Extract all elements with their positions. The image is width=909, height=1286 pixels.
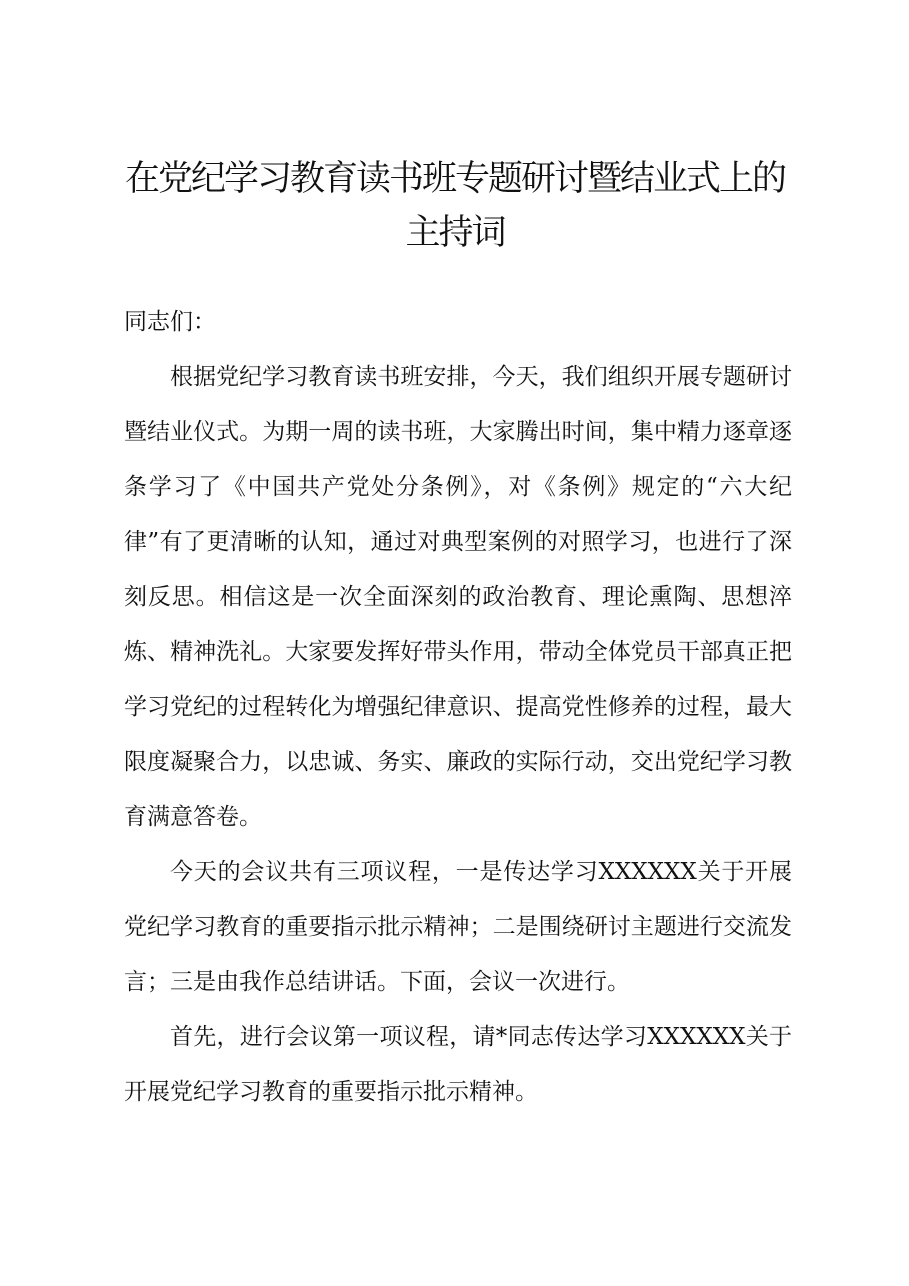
- paragraph-agenda: 今天的会议共有三项议程，一是传达学习XXXXXX关于开展党纪学习教育的重要指示批示精神；二是围绕研讨主题进行交流发言；三是由我作总结讲话。下面，会议一次进行。: [124, 859, 792, 995]
- document-title-line-1: 在党纪学习教育读书班专题研讨暨结业式上的: [124, 159, 785, 199]
- document-title: [100, 152, 810, 260]
- paragraph-opening: 根据党纪学习教育读书班安排，今天，我们组织开展专题研讨暨结业仪式。为期一周的读书班，大家腾出时间，集中精力逐章逐条学习了《中国共产党处分条例》，对《条例》规定的“六大纪律”有了更清晰的认知，通过对典型案例的对照学习，也进行了深刻反思。相信这是一次全面深刻的政治教育、理论熏陶、思想淬炼、精神洗礼。大家要发挥好带头作用，带动全体党员干部真正把学习党纪的过程转化为增强纪律意识、提高党性修养的过程，最大限度凝聚合力，以忠诚、务实、廉政的实际行动，交出党纪学习教育满意答卷。: [124, 364, 792, 830]
- document-body: [124, 295, 792, 1120]
- document-title-line-2: 主持词: [405, 213, 505, 253]
- salutation: 同志们：: [124, 309, 216, 335]
- paragraph-first-item: 首先，进行会议第一项议程，请*同志传达学习XXXXXX关于开展党纪学习教育的重要指示批示精神。: [124, 1024, 792, 1105]
